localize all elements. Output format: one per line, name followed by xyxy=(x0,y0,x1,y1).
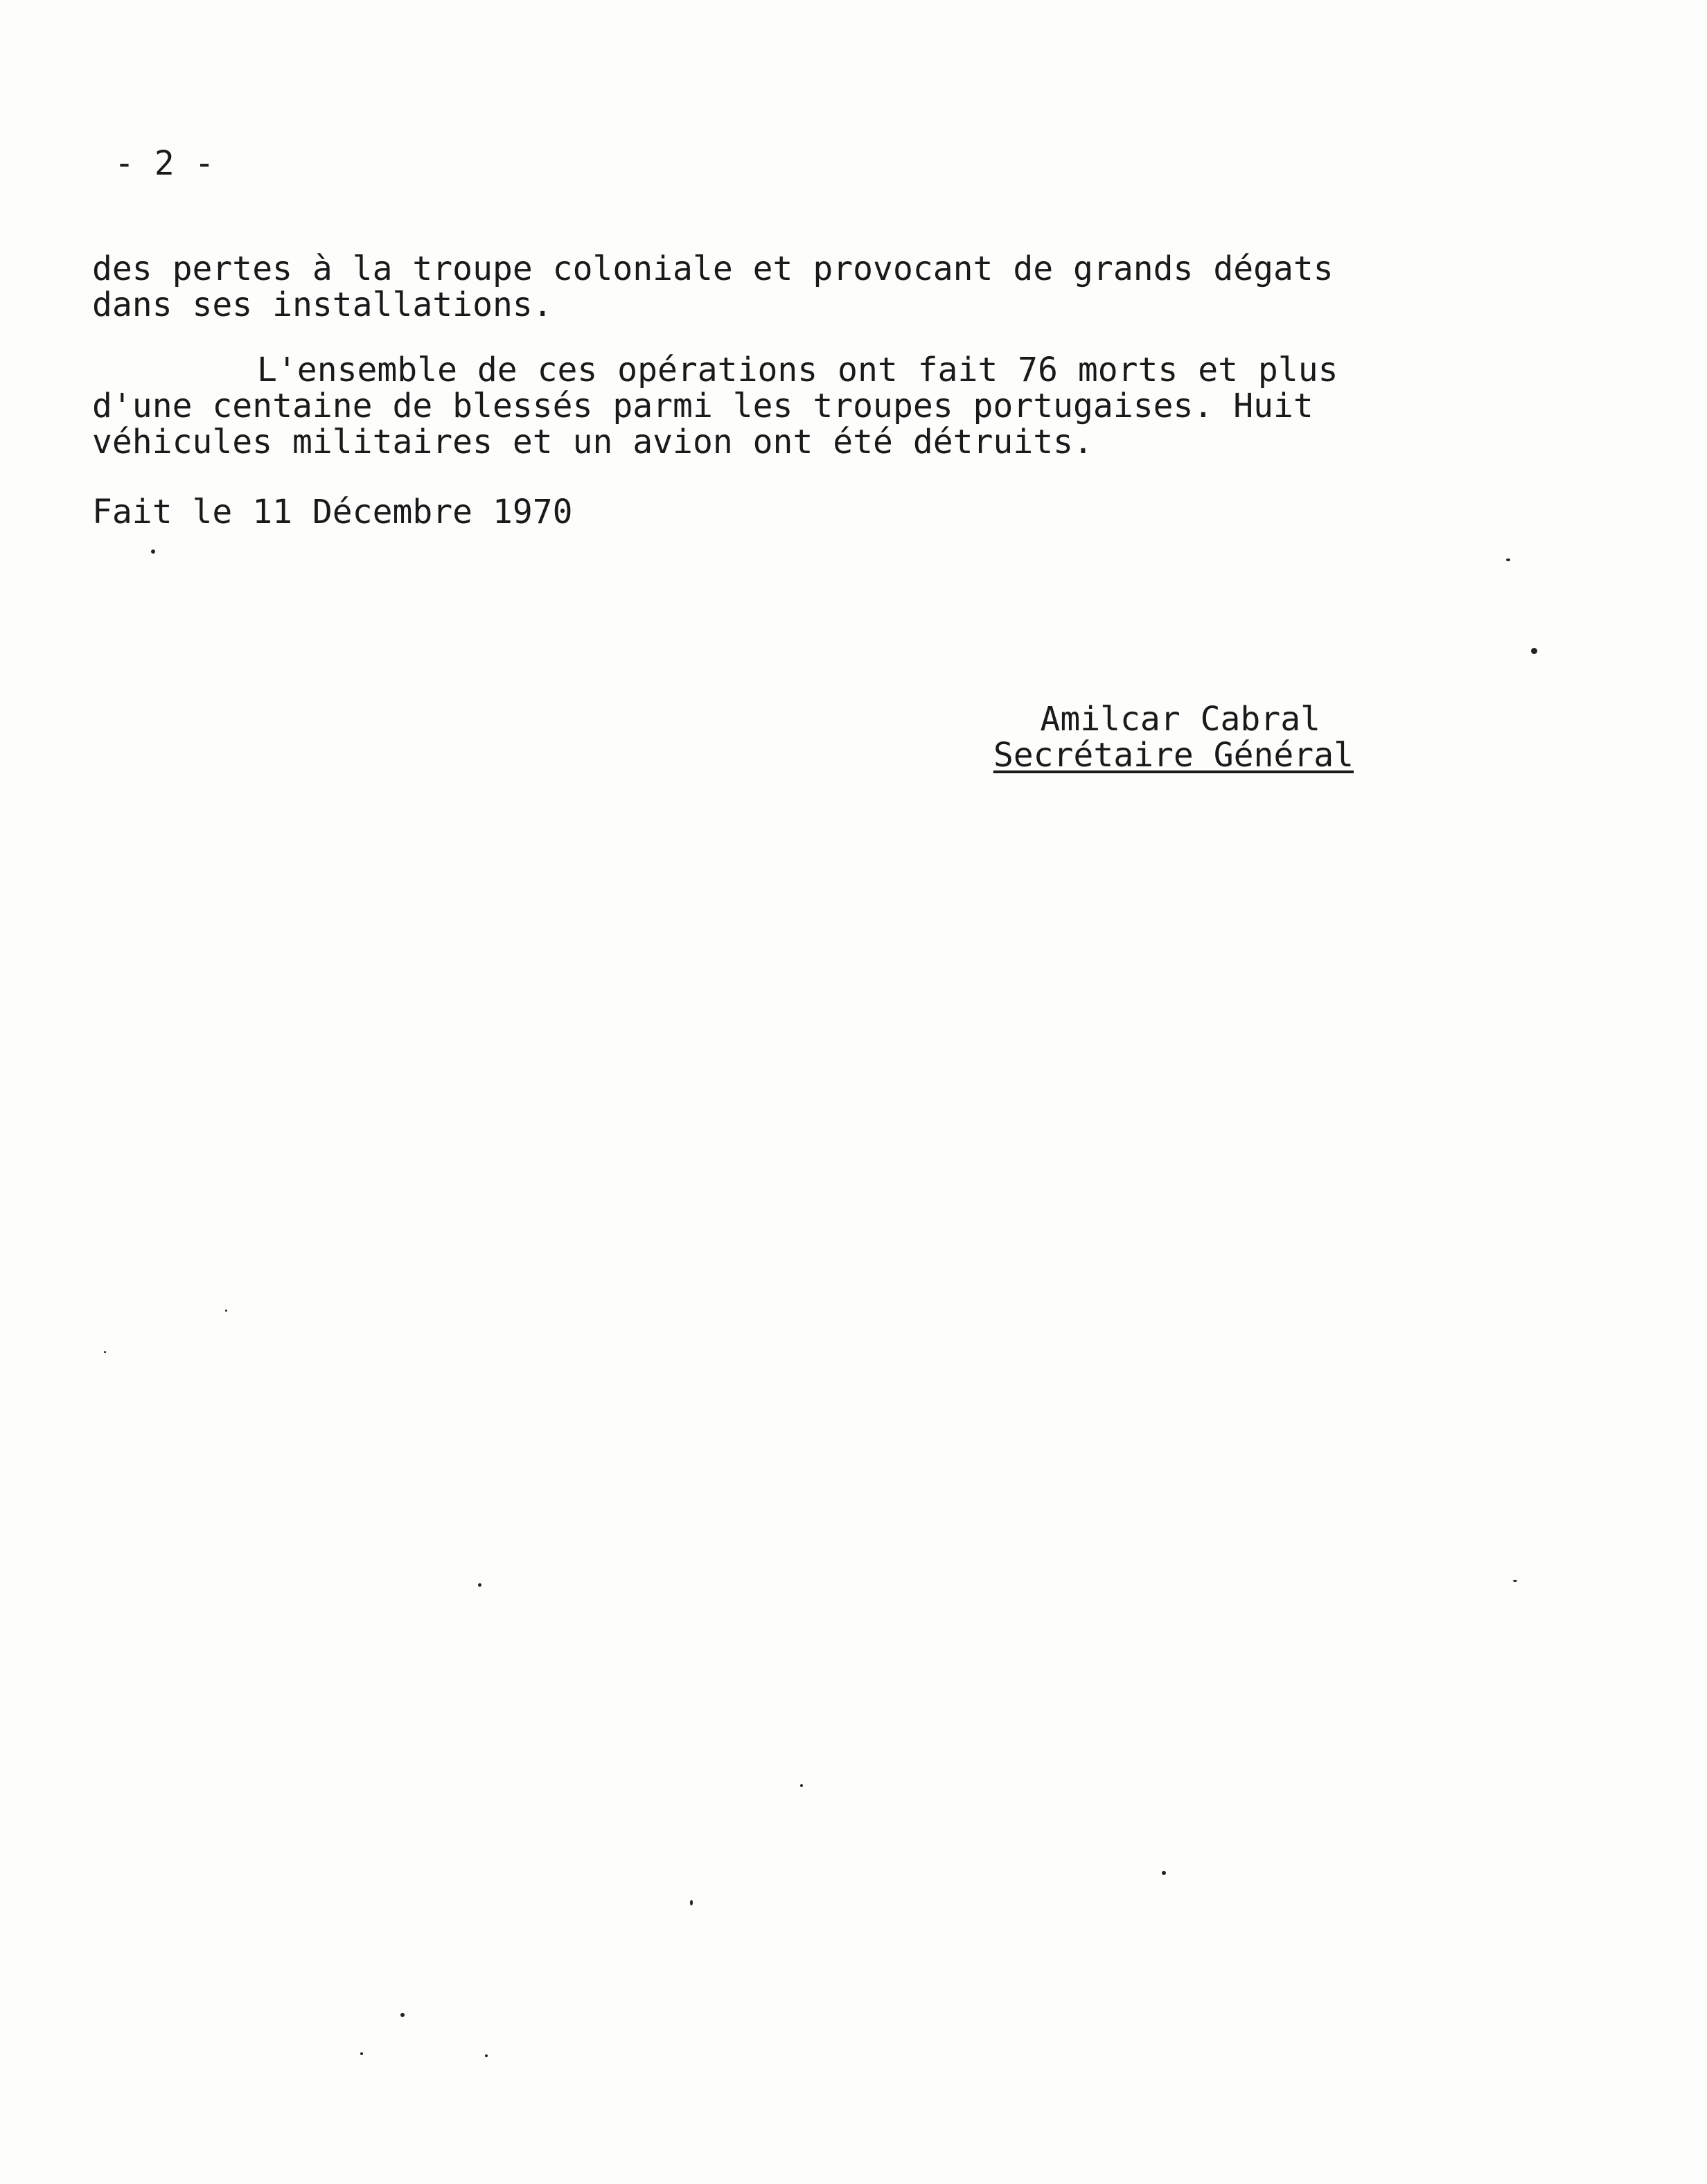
scan-speck xyxy=(800,1784,803,1787)
scan-speck xyxy=(1531,648,1537,654)
scan-speck xyxy=(1513,1580,1517,1582)
scan-speck xyxy=(400,2013,405,2017)
signatory-title: Secrétaire Général xyxy=(993,736,1354,775)
signature-block xyxy=(966,701,1354,773)
page-number: - 2 - xyxy=(114,144,215,183)
paragraph-2 xyxy=(92,352,1338,460)
paragraph-1-line-2: dans ses installations. xyxy=(92,285,553,324)
paragraph-1-line-1: des pertes à la troupe coloniale et provocant de grands dégats xyxy=(92,249,1334,288)
paragraph-2-line-1: L'ensemble de ces opérations ont fait 76 morts et plus xyxy=(257,351,1338,389)
scan-speck xyxy=(1506,558,1510,561)
scan-speck xyxy=(485,2054,488,2057)
scan-speck xyxy=(225,1310,227,1312)
scan-speck xyxy=(1162,1871,1166,1875)
signatory-name: Amilcar Cabral xyxy=(1040,700,1320,739)
paragraph-2-line-2: d'une centaine de blessés parmi les troupes portugaises. Huit xyxy=(92,387,1314,425)
scan-speck xyxy=(360,2052,363,2055)
scan-speck xyxy=(478,1583,481,1587)
paragraph-1 xyxy=(92,251,1334,323)
scan-speck xyxy=(690,1900,693,1905)
date-line: Fait le 11 Décembre 1970 xyxy=(92,493,573,531)
scan-speck xyxy=(104,1351,106,1353)
scan-speck xyxy=(151,549,155,554)
paragraph-2-line-3: véhicules militaires et un avion ont été détruits. xyxy=(92,423,1093,461)
